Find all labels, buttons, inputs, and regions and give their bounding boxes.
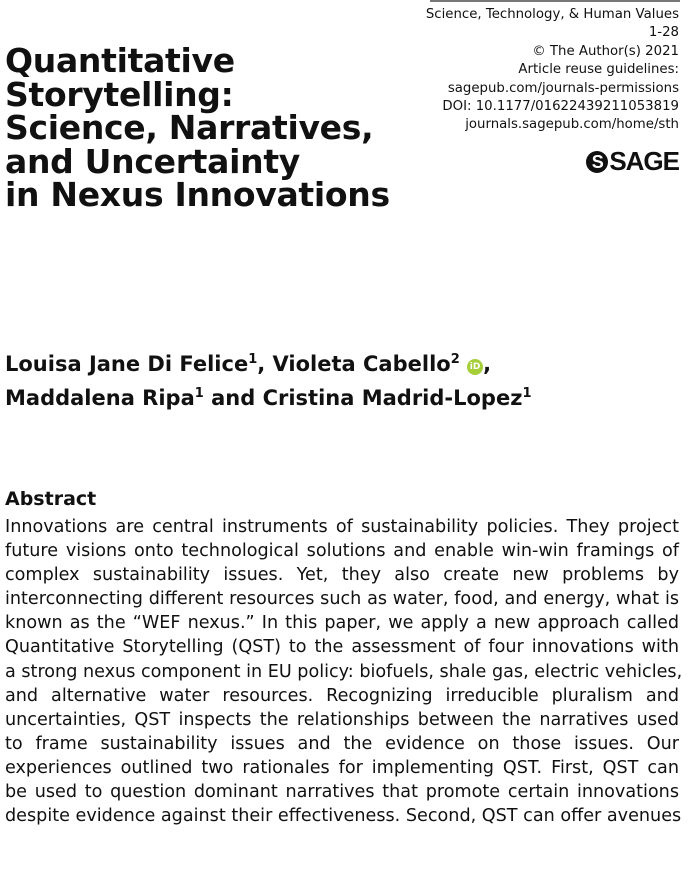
- author: Cristina Madrid-Lopez: [262, 386, 523, 410]
- reuse-label: Article reuse guidelines:: [518, 62, 679, 78]
- paper-title: Quantitative Storytelling: Science, Narratives, and Uncertainty in Nexus Innovations: [5, 41, 390, 214]
- page-range: 1-28: [648, 25, 679, 41]
- author-list: Louisa Jane Di Felice$^1$, Violeta Cabello$^2$ iD , Maddalena Ripa$^1$ and Cristina Madrid-Lopez$^1$: [5, 352, 532, 410]
- abstract-heading: Abstract: [5, 488, 97, 510]
- abstract-body: Innovations are central instruments of sustainability policies. They project future visions onto technological solutions and enable win-win framings of complex sustainability issues. Yet, they also create new problems by interconnecting different resources such as water, food, and energy, what is known as the “WEF nexus.” In this paper, we apply a new approach called Quantitative Storytelling (QST) to the assessment of four innovations with a strong nexus component in EU policy: biofuels, shale gas, electric vehicles, and alternative water resources. Recognizing irreducible pluralism and uncertainties, QST inspects the relationships between the narratives used to frame sustainability issues and the evidence on those issues. Our experiences outlined two rationales for implementing QST. First, QST can be used to question dominant narratives that promote certain innovations despite evidence against their effectiveness. Second, QST can offer avenues: [5, 517, 683, 827]
- sage-s-icon: S: [586, 151, 608, 173]
- header-rule: [430, 0, 680, 2]
- author: Louisa Jane Di Felice: [5, 352, 249, 376]
- permissions-link[interactable]: sagepub.com/journals-permissions: [447, 80, 679, 96]
- journal-homepage[interactable]: journals.sagepub.com/home/sth: [465, 117, 679, 133]
- journal-meta: [426, 6, 679, 135]
- author: Maddalena Ripa: [5, 386, 195, 410]
- orcid-icon[interactable]: iD: [467, 359, 483, 375]
- journal-name: Science, Technology, & Human Values: [425, 7, 679, 22]
- author: Violeta Cabello: [272, 352, 451, 376]
- sage-logo: S SAGE: [586, 146, 679, 177]
- doi[interactable]: DOI: 10.1177/01622439211053819: [442, 99, 679, 115]
- copyright: © The Author(s) 2021: [532, 43, 679, 59]
